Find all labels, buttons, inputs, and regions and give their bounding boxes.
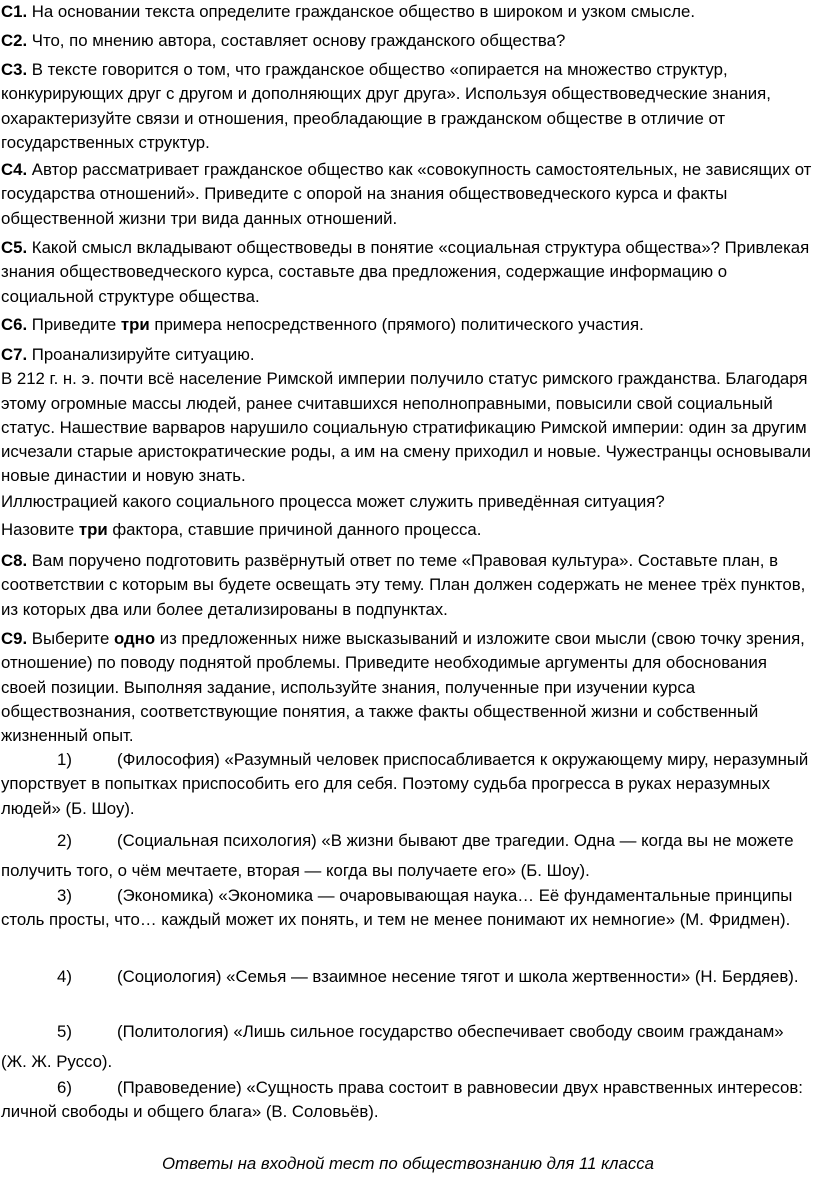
statement-text: (Экономика) «Экономика — очаровывающая наука… Её фундаментальные принципы столь просты, что… каждый может их понять, и тем не менее понимают их немногие» (М. Фридмен). xyxy=(1,886,793,930)
question-number: С4. xyxy=(1,160,28,179)
question-text: Назовите xyxy=(1,520,79,539)
question-c5 xyxy=(1,236,813,309)
question-text: Иллюстрацией какого социального процесса может служить приведённая ситуация? xyxy=(1,492,665,511)
question-text: из предложенных ниже высказываний и изложите свои мысли (свою точку зрения, отношение) по поводу поднятой проблемы. Приведите необходимые аргументы для обоснования своей позиции. Выполняя задание, используйте знания, полученные при изучении курса обществознания, соответствующие понятия, а также факты общественной жизни и собственный жизненный опыт. xyxy=(1,629,805,746)
statement-text: (Социальная психология) «В жизни бывают две трагедии. Одна — когда вы не можете получить того, о чём мечтаете, вторая — когда вы получаете его» (Б. Шоу). xyxy=(1,831,794,880)
question-text: Проанализируйте ситуацию. xyxy=(27,345,255,364)
question-c1 xyxy=(1,0,813,24)
question-text: Выберите xyxy=(27,629,114,648)
statement-text: (Правоведение) «Сущность права состоит в равновесии двух нравственных интересов: личной свободы и общего блага» (В. Соловьёв). xyxy=(1,1078,803,1122)
question-c4 xyxy=(1,158,813,231)
statement-item xyxy=(1,826,813,886)
question-c2 xyxy=(1,29,813,53)
statement-number: 6) xyxy=(57,1078,72,1097)
question-number: С5. xyxy=(1,238,28,257)
statement-number: 1) xyxy=(57,750,72,769)
emphasis: три xyxy=(78,520,108,539)
statement-text: (Социология) «Семья — взаимное несение тягот и школа жертвенности» (Н. Бердяев). xyxy=(117,967,799,986)
question-c6 xyxy=(1,313,813,337)
footer-caption: Ответы на входной тест по обществознанию для 11 класса xyxy=(162,1154,654,1173)
question-c3 xyxy=(1,58,813,155)
emphasis: три xyxy=(120,315,150,334)
statement-item xyxy=(1,748,813,821)
statement-number: 5) xyxy=(57,1022,72,1041)
question-number: С1. xyxy=(1,2,28,21)
question-text: На основании текста определите гражданское общество в широком и узком смысле. xyxy=(27,2,695,21)
question-c7-task2 xyxy=(1,518,813,542)
question-text: Автор рассматривает гражданское общество как «совокупность самостоятельных, не зависящих от государства отношений». Приведите с опорой на знания обществоведческого курса и факты общественной жизни три вида данных отношений. xyxy=(1,160,812,228)
statement-text: (Политология) «Лишь сильное государство обеспечивает свободу своим гражданам» (Ж. Ж. Руссо). xyxy=(1,1022,784,1071)
question-number: С3. xyxy=(1,60,28,79)
question-number: С9. xyxy=(1,629,28,648)
question-number: С2. xyxy=(1,31,28,50)
statement-text: (Философия) «Разумный человек приспосабливается к окружающему миру, неразумный упорствует в попытках приспособить его для себя. Поэтому судьба прогресса в руках неразумных людей» (Б. Шоу). xyxy=(1,750,809,818)
question-text: Приведите xyxy=(27,315,121,334)
question-text: примера непосредственного (прямого) политического участия. xyxy=(149,315,644,334)
question-text: фактора, ставшие причиной данного процесса. xyxy=(107,520,482,539)
question-text: В тексте говорится о том, что гражданское общество «опирается на множество структур, конкурирующих друг с другом и дополняющих друг друга». Используя обществоведческие знания, охарактеризуйте связи и отношения, преобладающие в гражданском обществе в отличие от государственных структур. xyxy=(1,60,771,152)
question-text: Что, по мнению автора, составляет основу гражданского общества? xyxy=(27,31,566,50)
question-number: С8. xyxy=(1,551,28,570)
situation-text: В 212 г. н. э. почти всё население Римской империи получило статус римского гражданства. Благодаря этому огромные массы людей, ранее считавшихся неполноправными, повысили свой социальный статус. Нашествие варваров нарушило социальную стратификацию Римской империи: один за другим исчезали старые аристократические роды, а им на смену приходил и новые. Чужестранцы основывали новые династии и новую знать. xyxy=(1,369,811,486)
question-c7-task xyxy=(1,490,813,514)
question-text: Вам поручено подготовить развёрнутый ответ по теме «Правовая культура». Составьте план, в соответствии с которым вы будете освещать эту тему. План должен содержать не менее трёх пунктов, из которых два или более детализированы в подпунктах. xyxy=(1,551,806,619)
statement-item xyxy=(1,962,813,992)
statement-item xyxy=(1,1076,813,1125)
question-number: С7. xyxy=(1,345,28,364)
statement-number: 3) xyxy=(57,886,72,905)
statement-item xyxy=(1,1017,813,1077)
question-number: С6. xyxy=(1,315,28,334)
question-c8 xyxy=(1,549,813,622)
question-text: Какой смысл вкладывают обществоведы в понятие «социальная структура общества»? Привлекая знания обществоведческого курса, составьте два предложения, содержащие информацию о социальной структуре общества. xyxy=(1,238,810,306)
statement-number: 4) xyxy=(57,967,72,986)
question-c9 xyxy=(1,627,813,748)
question-c7 xyxy=(1,343,813,489)
statement-item xyxy=(1,884,813,933)
statement-number: 2) xyxy=(57,831,72,850)
emphasis: одно xyxy=(114,629,156,648)
